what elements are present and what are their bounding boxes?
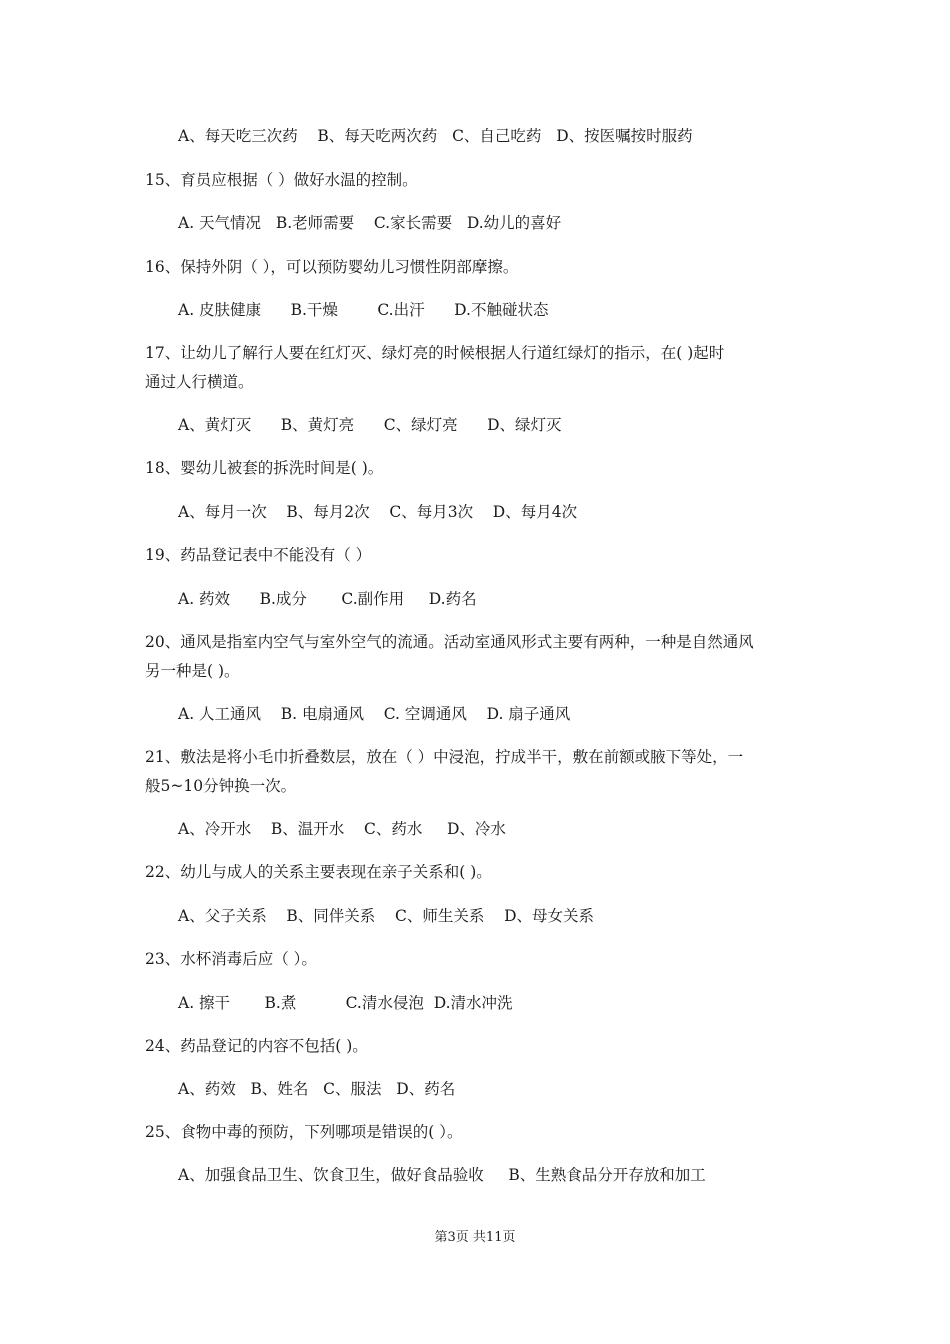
q16-stem: 16、保持外阴（ ），可以预防婴幼儿习惯性阴部摩擦。	[145, 258, 519, 276]
q16-options: A. 皮肤健康 B.干燥 C.出汗 D.不触碰状态	[178, 301, 549, 319]
q23-options: A. 擦干 B.煮 C.清水侵泡 D.清水冲洗	[178, 994, 513, 1012]
q20-stem-line2: 另一种是( )。	[145, 662, 240, 680]
q19-stem: 19、药品登记表中不能没有（ ）	[145, 546, 372, 564]
q25-options: A、加强食品卫生、饮食卫生，做好食品验收 B、生熟食品分开存放和加工	[178, 1166, 706, 1184]
q22-stem: 22、幼儿与成人的关系主要表现在亲子关系和( )。	[145, 863, 492, 881]
q20-options: A. 人工通风 B. 电扇通风 C. 空调通风 D. 扇子通风	[178, 705, 571, 723]
q17-stem-line2: 通过人行横道。	[145, 373, 254, 391]
q18-stem: 18、婴幼儿被套的拆洗时间是( )。	[145, 459, 384, 477]
q20-stem-line1: 20、通风是指室内空气与室外空气的流通。活动室通风形式主要有两种，一种是自然通风	[145, 633, 754, 651]
q23-stem: 23、水杯消毒后应（ ）。	[145, 950, 317, 968]
q19-options: A. 药效 B.成分 C.副作用 D.药名	[178, 590, 477, 608]
q24-options: A、药效 B、姓名 C、服法 D、药名	[178, 1080, 456, 1098]
q18-options: A、每月一次 B、每月2次 C、每月3次 D、每月4次	[178, 503, 578, 521]
q17-stem-line1: 17、让幼儿了解行人要在红灯灭、绿灯亮的时候根据人行道红绿灯的指示，在( )起时	[145, 344, 725, 362]
page-number-footer: 第3页 共11页	[434, 1230, 516, 1245]
q15-stem: 15、育员应根据（ ）做好水温的控制。	[145, 171, 418, 189]
q22-options: A、父子关系 B、同伴关系 C、师生关系 D、母女关系	[178, 907, 594, 925]
q21-options: A、冷开水 B、温开水 C、药水 D、冷水	[178, 820, 506, 838]
q15-options: A. 天气情况 B.老师需要 C.家长需要 D.幼儿的喜好	[178, 214, 562, 232]
q21-stem-line1: 21、敷法是将小毛巾折叠数层，放在（ ）中浸泡，拧成半干，敷在前额或腋下等处，一	[145, 748, 744, 766]
q21-stem-line2: 般5~10分钟换一次。	[145, 777, 297, 795]
q14-options: A、每天吃三次药 B、每天吃两次药 C、自己吃药 D、按医嘱按时服药	[178, 127, 693, 145]
q25-stem: 25、食物中毒的预防，下列哪项是错误的( ）。	[145, 1123, 463, 1141]
q24-stem: 24、药品登记的内容不包括( )。	[145, 1037, 368, 1055]
q17-options: A、黄灯灭 B、黄灯亮 C、绿灯亮 D、绿灯灭	[178, 416, 562, 434]
